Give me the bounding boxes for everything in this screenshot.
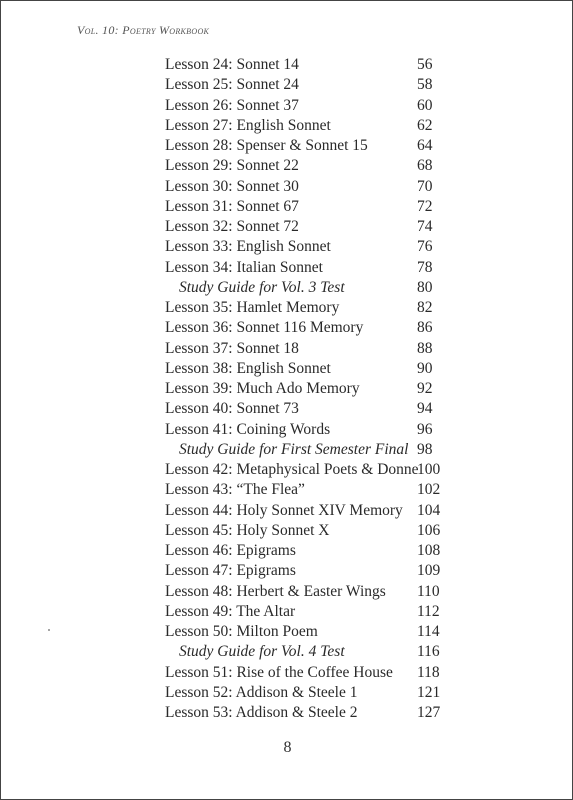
toc-entry-title: Lesson 44: Holy Sonnet XIV Memory — [165, 501, 403, 519]
table-of-contents — [165, 55, 445, 723]
toc-lesson-row — [165, 359, 445, 379]
toc-lesson-row — [165, 399, 445, 419]
toc-lesson-row — [165, 116, 445, 136]
toc-entry-page: 118 — [417, 663, 440, 681]
toc-entry-title: Lesson 38: English Sonnet — [165, 359, 331, 377]
toc-lesson-row — [165, 420, 445, 440]
toc-entry-title: Lesson 51: Rise of the Coffee House — [165, 663, 393, 681]
toc-entry-page: 72 — [417, 197, 433, 215]
toc-entry-title: Lesson 41: Coining Words — [165, 420, 331, 438]
toc-lesson-row — [165, 521, 445, 541]
toc-entry-title: Lesson 26: Sonnet 37 — [165, 96, 299, 114]
toc-entry-page: 109 — [417, 562, 441, 580]
toc-lesson-row — [165, 217, 445, 237]
toc-entry-page: 68 — [417, 157, 433, 175]
toc-entry-page: 112 — [417, 602, 440, 620]
toc-entry-title: Lesson 30: Sonnet 30 — [165, 177, 299, 195]
toc-entry-title: Lesson 45: Holy Sonnet X — [165, 521, 330, 539]
toc-entry-title: Study Guide for Vol. 3 Test — [179, 278, 345, 296]
toc-study-guide-row — [165, 642, 445, 662]
toc-lesson-row — [165, 602, 445, 622]
toc-entry-page: 106 — [417, 521, 441, 539]
toc-lesson-row — [165, 683, 445, 703]
toc-lesson-row — [165, 298, 445, 318]
toc-entry-title: Study Guide for Vol. 4 Test — [179, 643, 345, 661]
toc-lesson-row — [165, 136, 445, 156]
toc-lesson-row — [165, 480, 445, 500]
toc-entry-page: 62 — [417, 116, 433, 134]
toc-lesson-row — [165, 501, 445, 521]
toc-entry-page: 108 — [417, 542, 441, 559]
toc-entry-page: 96 — [417, 420, 433, 438]
toc-entry-title: Lesson 31: Sonnet 67 — [165, 197, 299, 215]
toc-entry-title: Lesson 40: Sonnet 73 — [165, 400, 299, 418]
toc-lesson-row — [165, 197, 445, 217]
toc-entry-title: Lesson 48: Herbert & Easter Wings — [165, 582, 386, 600]
toc-entry-title: Lesson 25: Sonnet 24 — [165, 76, 299, 94]
toc-entry-title: Lesson 43: “The Flea” — [165, 481, 305, 499]
toc-entry-page: 110 — [417, 582, 440, 600]
toc-entry-page: 86 — [417, 319, 433, 337]
toc-entry-page: 116 — [417, 643, 440, 661]
toc-entry-page: 74 — [417, 218, 433, 235]
toc-lesson-row — [165, 663, 445, 683]
toc-entry-title: Lesson 35: Hamlet Memory — [165, 299, 340, 316]
toc-entry-title: Lesson 50: Milton Poem — [165, 623, 318, 640]
toc-entry-page: 121 — [417, 683, 441, 701]
toc-lesson-row — [165, 582, 445, 602]
toc-entry-title: Lesson 37: Sonnet 18 — [165, 339, 299, 357]
toc-entry-title: Lesson 39: Much Ado Memory — [165, 380, 360, 397]
toc-entry-page: 94 — [417, 400, 433, 418]
toc-lesson-row — [165, 561, 445, 581]
toc-entry-page: 60 — [417, 96, 433, 114]
page-number: 8 — [283, 739, 292, 756]
toc-study-guide-row — [165, 278, 445, 298]
toc-lesson-row — [165, 156, 445, 176]
toc-entry-title: Lesson 36: Sonnet 116 Memory — [165, 319, 364, 337]
toc-entry-title: Lesson 28: Spenser & Sonnet 15 — [165, 137, 368, 154]
toc-entry-page: 76 — [417, 238, 433, 256]
toc-entry-title: Lesson 52: Addison & Steele 1 — [165, 683, 358, 701]
toc-study-guide-row — [165, 440, 445, 460]
toc-lesson-row — [165, 55, 445, 75]
toc-entry-page: 88 — [417, 339, 433, 357]
toc-entry-title: Lesson 46: Epigrams — [165, 542, 296, 559]
toc-entry-page: 70 — [417, 177, 433, 195]
scan-speck — [48, 629, 50, 631]
toc-lesson-row — [165, 460, 445, 480]
toc-lesson-row — [165, 541, 445, 561]
toc-entry-title: Study Guide for First Semester Final — [179, 440, 409, 458]
toc-entry-title: Lesson 29: Sonnet 22 — [165, 157, 299, 175]
toc-entry-title: Lesson 32: Sonnet 72 — [165, 218, 299, 235]
toc-lesson-row — [165, 237, 445, 257]
toc-lesson-row — [165, 622, 445, 642]
toc-lesson-row — [165, 379, 445, 399]
toc-entry-page: 80 — [417, 278, 433, 296]
toc-lesson-row — [165, 177, 445, 197]
toc-entry-page: 90 — [417, 359, 433, 377]
toc-entry-title: Lesson 33: English Sonnet — [165, 238, 331, 256]
toc-entry-title: Lesson 49: The Altar — [165, 602, 296, 620]
toc-entry-page: 64 — [417, 137, 433, 154]
toc-entry-title: Lesson 24: Sonnet 14 — [165, 56, 299, 73]
toc-entry-title: Lesson 53: Addison & Steele 2 — [165, 704, 358, 721]
toc-entry-page: 56 — [417, 56, 433, 73]
toc-entry-title: Lesson 47: Epigrams — [165, 562, 296, 580]
toc-entry-page: 104 — [417, 501, 441, 519]
running-header: Vol. 10: Poetry Workbook — [77, 23, 210, 37]
toc-lesson-row — [165, 318, 445, 338]
toc-entry-page: 92 — [417, 380, 433, 397]
toc-entry-page: 100 — [417, 461, 441, 478]
toc-entry-title: Lesson 27: English Sonnet — [165, 116, 331, 134]
toc-entry-page: 78 — [417, 258, 433, 276]
toc-entry-title: Lesson 42: Metaphysical Poets & Donne — [165, 461, 419, 478]
toc-entry-page: 98 — [417, 440, 433, 458]
toc-entry-page: 127 — [417, 704, 441, 721]
toc-entry-title: Lesson 34: Italian Sonnet — [165, 258, 323, 276]
toc-entry-page: 82 — [417, 299, 433, 316]
toc-lesson-row — [165, 339, 445, 359]
toc-lesson-row — [165, 258, 445, 278]
toc-entry-page: 102 — [417, 481, 441, 499]
toc-lesson-row — [165, 703, 445, 723]
toc-entry-page: 58 — [417, 76, 433, 94]
toc-entry-page: 114 — [417, 623, 440, 640]
toc-lesson-row — [165, 75, 445, 95]
toc-lesson-row — [165, 96, 445, 116]
